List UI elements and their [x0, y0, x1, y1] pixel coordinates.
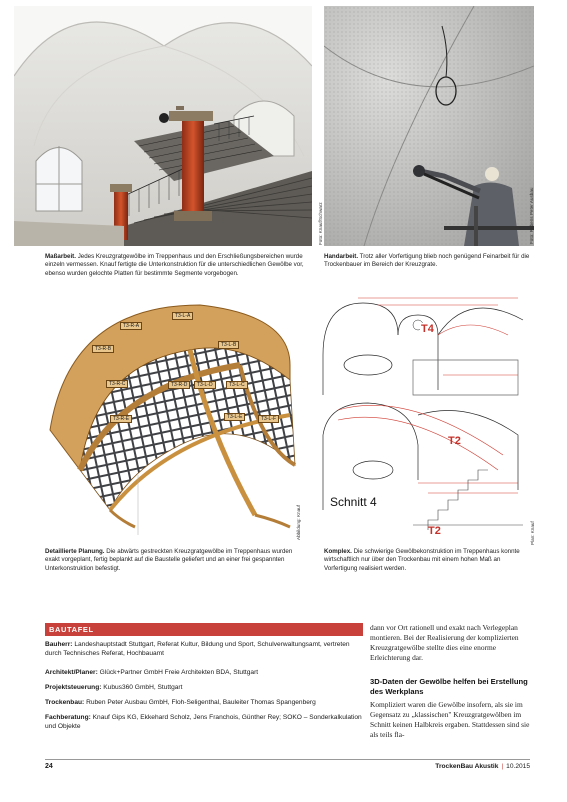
vault-tag: T3-L-D — [194, 381, 216, 389]
page-number: 24 — [45, 763, 53, 770]
label-t2-upper: T2 — [448, 435, 461, 447]
article-paragraph-2: Kompliziert waren die Gewölbe insofern, als sie im Gegensatz zu „klassischen" Kreuzgratgewölben im Schnitt keinen Halbkreis ergaben. Stattdessen sind sie als teils fla- — [370, 700, 530, 739]
caption-title: Maßarbeit. — [45, 253, 76, 260]
caption-title: Komplex. — [324, 548, 352, 555]
bautafel-key: Architekt/Planer: — [45, 669, 98, 676]
caption-text: Die abwärts gestreckten Kreuzgratgewölbe im Treppenhaus wurden exakt vorgeplant, fertig beplankt auf die Baustelle geliefert und an einer frei gespannten Unterkonstruktion befestigt. — [45, 548, 293, 572]
caption-massarbeit — [45, 253, 307, 278]
bautafel-value: Ruben Peter Ausbau GmbH, Floh-Seligenthal, Bauleiter Thomas Spangenberg — [86, 699, 316, 706]
plan-credit: Plan: Knauf — [530, 521, 535, 545]
bautafel-key: Trockenbau: — [45, 699, 85, 706]
article-subheading: 3D-Daten der Gewölbe helfen bei Erstellung des Werkplans — [370, 677, 528, 696]
vault-tag: T3-R-A — [120, 322, 142, 330]
vault-tag: T3-R-B — [92, 345, 114, 353]
bautafel-value: Landeshauptstadt Stuttgart, Referat Kultur, Bildung und Sport, Schulverwaltungsamt, vertreten durch Technisches Referat, Hochbauamt — [45, 641, 350, 657]
bautafel-row — [45, 714, 363, 732]
bautafel-key: Bauherr: — [45, 641, 73, 648]
vault-tag: T3-R-C — [106, 380, 128, 388]
caption-komplex — [324, 548, 534, 573]
magazine-name: TrockenBau Akustik — [435, 763, 499, 770]
caption-planung — [45, 548, 307, 573]
vault-tag: T3-L-F — [258, 415, 279, 423]
photo-worker — [324, 6, 534, 246]
bautafel-row — [45, 669, 363, 678]
vault-tag: T3-L-E — [224, 413, 245, 421]
caption-title: Detaillierte Planung. — [45, 548, 105, 555]
label-schnitt: Schnitt 4 — [330, 495, 377, 509]
caption-title: Handarbeit. — [324, 253, 359, 260]
article-paragraph-1: dann vor Ort rationell und exakt nach Verlegeplan montieren. Bei der Realisierung der komplizierten Kreuzgratgewölbe stellte dies eine enorme Erleichterung dar. — [370, 623, 519, 662]
label-t4: T4 — [421, 323, 434, 335]
bautafel-value: Glück+Partner GmbH Freie Architekten BDA, Stuttgart — [99, 669, 259, 676]
footer-separator: | — [501, 763, 504, 770]
caption-text: Die schwierige Gewölbekonstruktion im Treppenhaus konnte wirtschaftlich nur über den Trockenbau mit einem hohen Maß an Vorfertigung realisiert werden. — [324, 548, 520, 572]
vault-illustration — [40, 295, 302, 540]
photo-stairwell — [14, 6, 312, 246]
technical-plan — [318, 295, 530, 540]
vault-tag: T3-L-B — [218, 341, 239, 349]
bautafel-value: Knauf Gips KG, Ekkehard Scholz, Jens Franchois, Günther Rey; SOKO – Sonderkalkulation und Objekte — [45, 714, 362, 730]
bautafel-heading-bar — [45, 623, 363, 636]
vault-tag: T3-R-D — [168, 381, 190, 389]
photo2-credit: Foto: Rubens Peter Ausbau — [529, 187, 534, 244]
caption-handarbeit — [324, 253, 534, 270]
bautafel-row — [45, 699, 363, 708]
vault-tag: T3-R-E — [110, 415, 132, 423]
vault-tag: T3-L-C — [226, 381, 248, 389]
footer-rule — [45, 759, 530, 760]
vault-tag: T3-L-A — [172, 312, 193, 320]
caption-text: Jedes Kreuzgratgewölbe im Treppenhaus und den Erschließungsbereichen wurde einzeln vermessen. Knauf fertigte die Unterkonstruktion für die unterschiedlichen Gewölbe vor, ebenso wurden gelochte Platten für bestimmte Segmente vorgebogen. — [45, 253, 304, 277]
caption-text: Trotz aller Vorfertigung blieb noch genügend Feinarbeit für die Trockenbauer im Bereich der Kreuzgrate. — [324, 253, 530, 269]
label-t2-lower: T2 — [428, 525, 441, 537]
bautafel-row — [45, 641, 363, 659]
bautafel-key: Fachberatung: — [45, 714, 91, 721]
bautafel-key: Projektsteuerung: — [45, 684, 102, 691]
magazine-footer — [435, 763, 530, 770]
issue: 10.2015 — [506, 763, 530, 770]
photo1-credit: Foto: Knauf/Schwarz — [318, 202, 323, 245]
bautafel-value: Kubus360 GmbH, Stuttgart — [103, 684, 183, 691]
illustration-credit: Abbildung: Knauf — [296, 505, 301, 540]
bautafel-row — [45, 684, 363, 693]
bautafel-heading: BAUTAFEL — [49, 625, 94, 634]
